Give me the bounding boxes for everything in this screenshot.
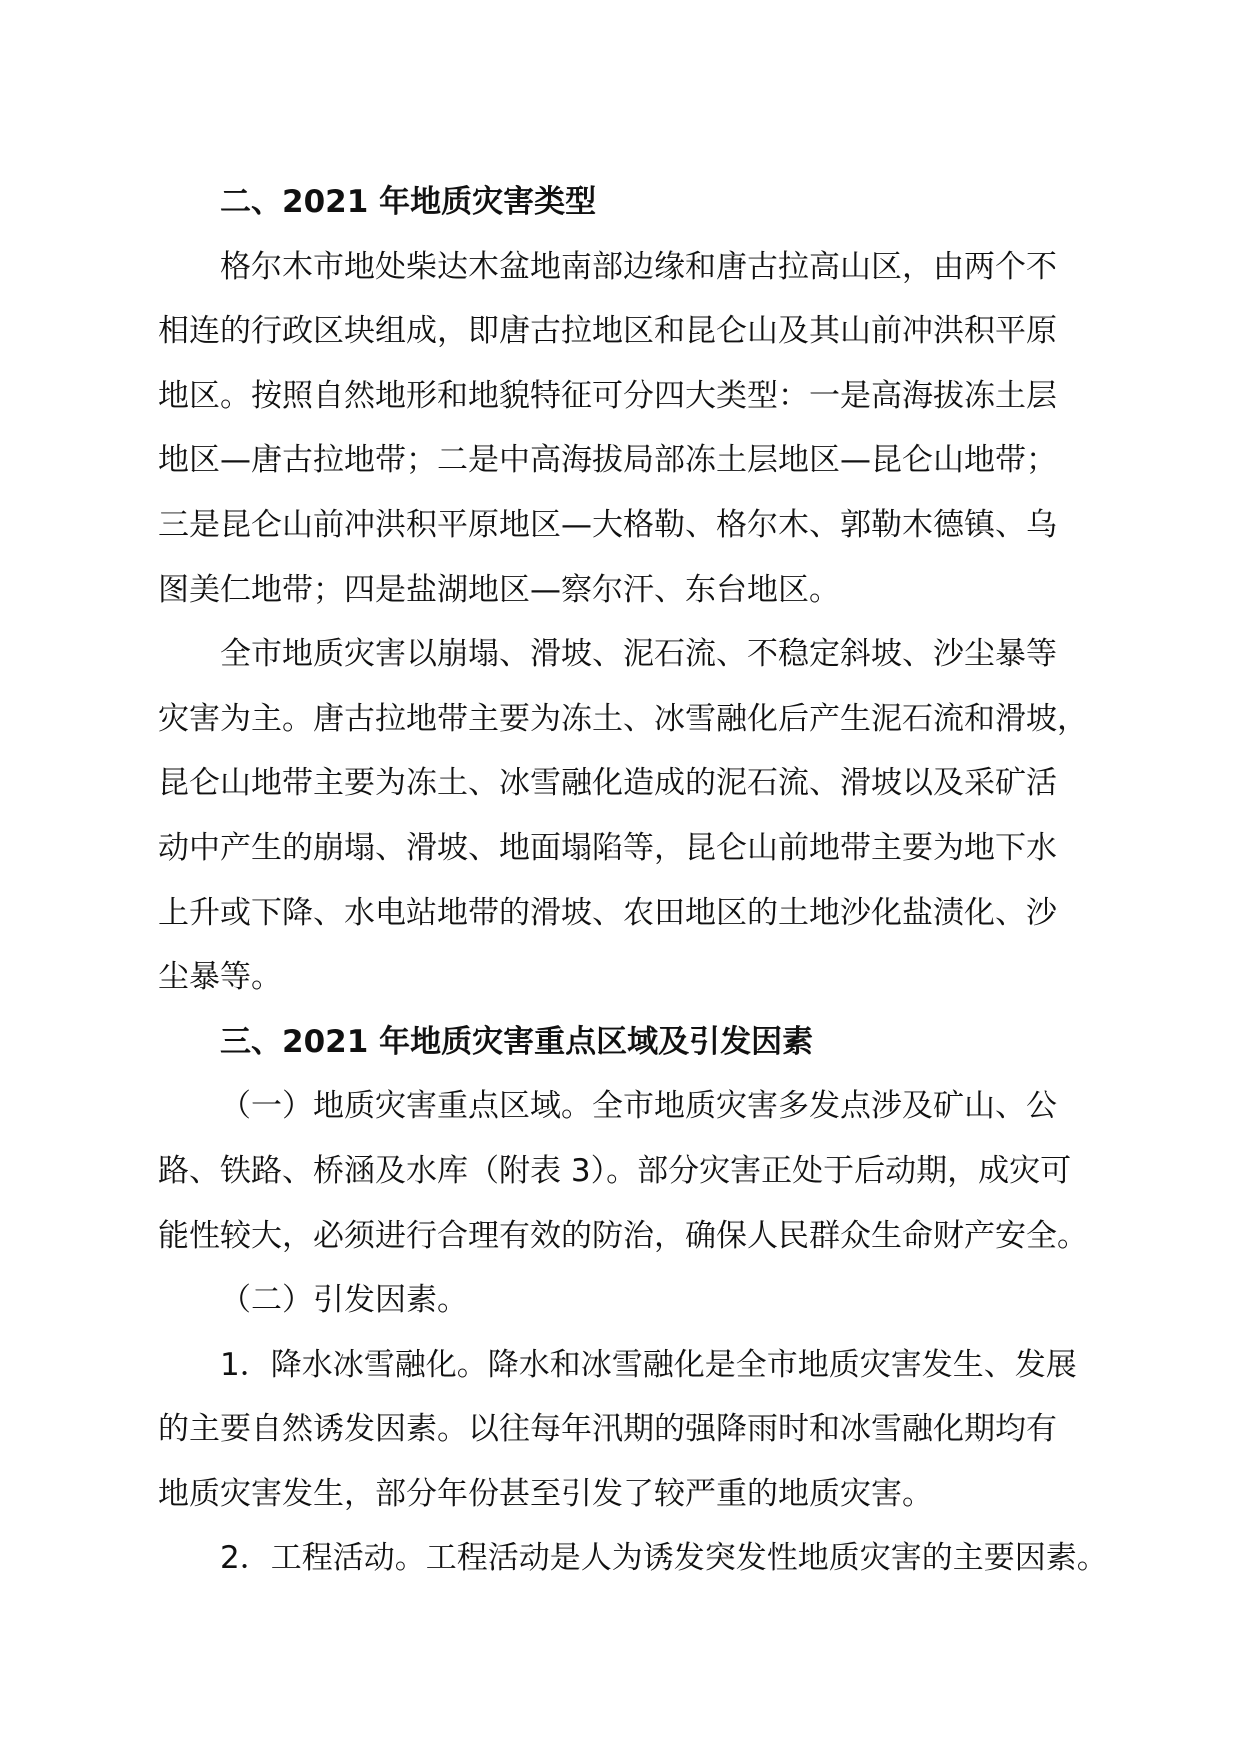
- text-line: （二）引发因素。: [220, 1282, 468, 1319]
- text-line: 能性较大，必须进行合理有效的防治，确保人民群众生命财产安全。: [158, 1217, 1088, 1254]
- text-line: （一）地质灾害重点区域。全市地质灾害多发点涉及矿山、公: [220, 1088, 1057, 1125]
- paragraph: [158, 235, 1118, 623]
- text-line: 1．降水冰雪融化。降水和冰雪融化是全市地质灾害发生、发展: [220, 1346, 1077, 1383]
- text-line: 昆仑山地带主要为冻土、冰雪融化造成的泥石流、滑坡以及采矿活: [158, 765, 1057, 802]
- text-line: 全市地质灾害以崩塌、滑坡、泥石流、不稳定斜坡、沙尘暴等: [220, 636, 1057, 673]
- text-line: 地区。按照自然地形和地貌特征可分四大类型：一是高海拔冻土层: [158, 377, 1057, 414]
- text-line: 图美仁地带；四是盐湖地区—察尔汗、东台地区。: [158, 571, 840, 608]
- paragraph: [158, 1268, 1118, 1333]
- text-line: 动中产生的崩塌、滑坡、地面塌陷等，昆仑山前地带主要为地下水: [158, 829, 1057, 866]
- text-line: 灾害为主。唐古拉地带主要为冻土、冰雪融化后产生泥石流和滑坡，: [158, 700, 1088, 737]
- paragraph: [158, 1074, 1118, 1268]
- section-heading: 二、2021 年地质灾害类型: [220, 184, 597, 220]
- text-line: 的主要自然诱发因素。以往每年汛期的强降雨时和冰雪融化期均有: [158, 1411, 1057, 1448]
- text-line: 相连的行政区块组成，即唐古拉地区和昆仑山及其山前冲洪积平原: [158, 313, 1057, 350]
- text-line: 地区—唐古拉地带；二是中高海拔局部冻土层地区—昆仑山地带；: [158, 442, 1057, 479]
- text-line: 上升或下降、水电站地带的滑坡、农田地区的土地沙化盐渍化、沙: [158, 894, 1057, 931]
- text-line: 三是昆仑山前冲洪积平原地区—大格勒、格尔木、郭勒木德镇、乌: [158, 506, 1057, 543]
- section-heading: 三、2021 年地质灾害重点区域及引发因素: [220, 1023, 814, 1060]
- text-line: 路、铁路、桥涵及水库（附表 3）。部分灾害正处于后动期，成灾可: [158, 1152, 1072, 1189]
- paragraph: [158, 622, 1118, 1010]
- text-line: 地质灾害发生，部分年份甚至引发了较严重的地质灾害。: [158, 1475, 933, 1512]
- text-line: 格尔木市地处柴达木盆地南部边缘和唐古拉高山区，由两个不: [220, 248, 1057, 285]
- paragraph: [158, 1526, 1118, 1591]
- document-page: [158, 170, 1118, 1591]
- text-line: 尘暴等。: [158, 959, 282, 996]
- text-line: 2．工程活动。工程活动是人为诱发突发性地质灾害的主要因素。: [220, 1540, 1108, 1577]
- paragraph: [158, 1333, 1118, 1527]
